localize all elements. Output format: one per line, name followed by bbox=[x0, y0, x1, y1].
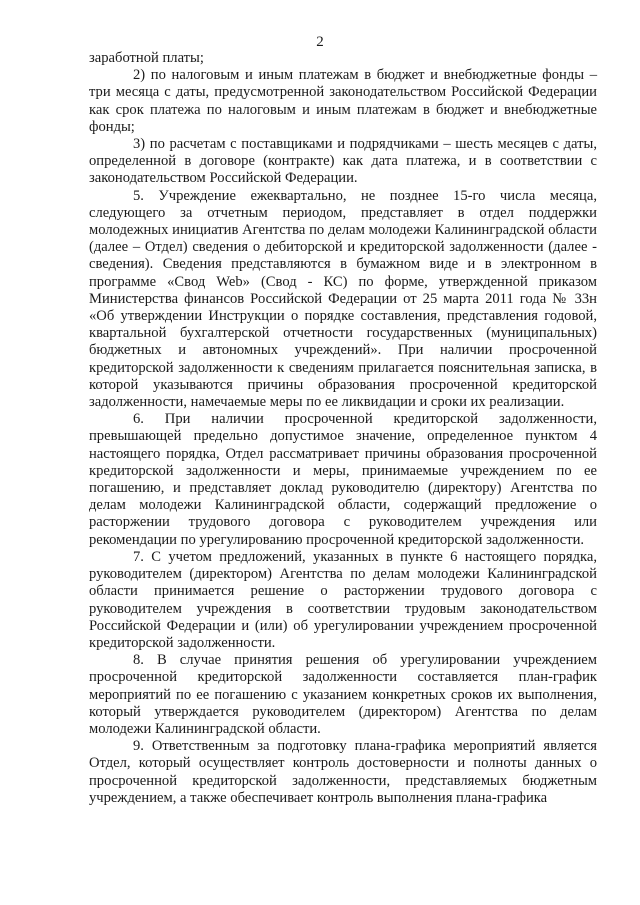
paragraph-item-2: 2) по налоговым и иным платежам в бюджет и внебюджетные фонды – три месяца с даты, предусмотренной законодательством Российской Федерации как срок платежа по налоговым и иным платежам в бюджет и внебюджетные фонды; bbox=[89, 67, 597, 135]
document-body bbox=[89, 50, 597, 807]
paragraph-clause-7: 7. С учетом предложений, указанных в пункте 6 настоящего порядка, руководителем (директором) Агентства по делам молодежи Калининградской области принимается решение о расторжении трудового договора с руководителем учреждения в соответствии трудовым законодательством Российской Федерации и (или) об урегулировании учреждением просроченной кредиторской задолженности. bbox=[89, 548, 597, 651]
paragraph-continuation: заработной платы; bbox=[89, 50, 204, 66]
paragraph-item-3: 3) по расчетам с поставщиками и подрядчиками – шесть месяцев с даты, определенной в договоре (контракте) как дата платежа, и в соответствии с законодательством Российской Федерации. bbox=[89, 136, 597, 187]
paragraph-clause-9: 9. Ответственным за подготовку плана-графика мероприятий является Отдел, который осуществляет контроль достоверности и полноты данных о просроченной кредиторской задолженности, представляемых бюджетным учреждением, а также обеспечивает контроль выполнения плана-графика bbox=[89, 738, 597, 806]
page-number: 2 bbox=[316, 34, 324, 50]
paragraph-clause-5: 5. Учреждение ежеквартально, не позднее 15-го числа месяца, следующего за отчетным периодом, представляет в отдел поддержки молодежных инициатив Агентства по делам молодежи Калининградской области (далее – Отдел) сведения о дебиторской и кредиторской задолженности (далее - сведения). Сведения представляются в бумажном виде и в электронном в программе «Свод Web» (Свод - КС) по форме, утвержденной приказом Министерства финансов Российской Федерации от 25 марта 2011 года № 33н «Об утверждении Инструкции о порядке составления, представления годовой, квартальной бухгалтерской отчетности государственных (муниципальных) бюджетных и автономных учреждений». При наличии просроченной кредиторской задолженности к сведениям прилагается пояснительная записка, в которой указываются причины образования просроченной кредиторской задолженности, намечаемые меры по ее ликвидации и сроки их реализации. bbox=[89, 187, 597, 411]
paragraph-clause-8: 8. В случае принятия решения об урегулировании учреждением просроченной кредиторской задолженности составляется план-график мероприятий по ее погашению с указанием конкретных сроков их выполнения, который утверждается руководителем (директором) Агентства по делам молодежи Калининградской области. bbox=[89, 652, 597, 737]
paragraph-clause-6: 6. При наличии просроченной кредиторской задолженности, превышающей предельно допустимое значение, определенное пунктом 4 настоящего порядка, Отдел рассматривает причины образования просроченной кредиторской задолженности и меры, принимаемые учреждением по ее погашению, и представляет доклад руководителю (директору) Агентства по делам молодежи Калининградской области, содержащий предложение о расторжении трудового договора с руководителем учреждения или рекомендации по урегулированию просроченной кредиторской задолженности. bbox=[89, 411, 597, 548]
